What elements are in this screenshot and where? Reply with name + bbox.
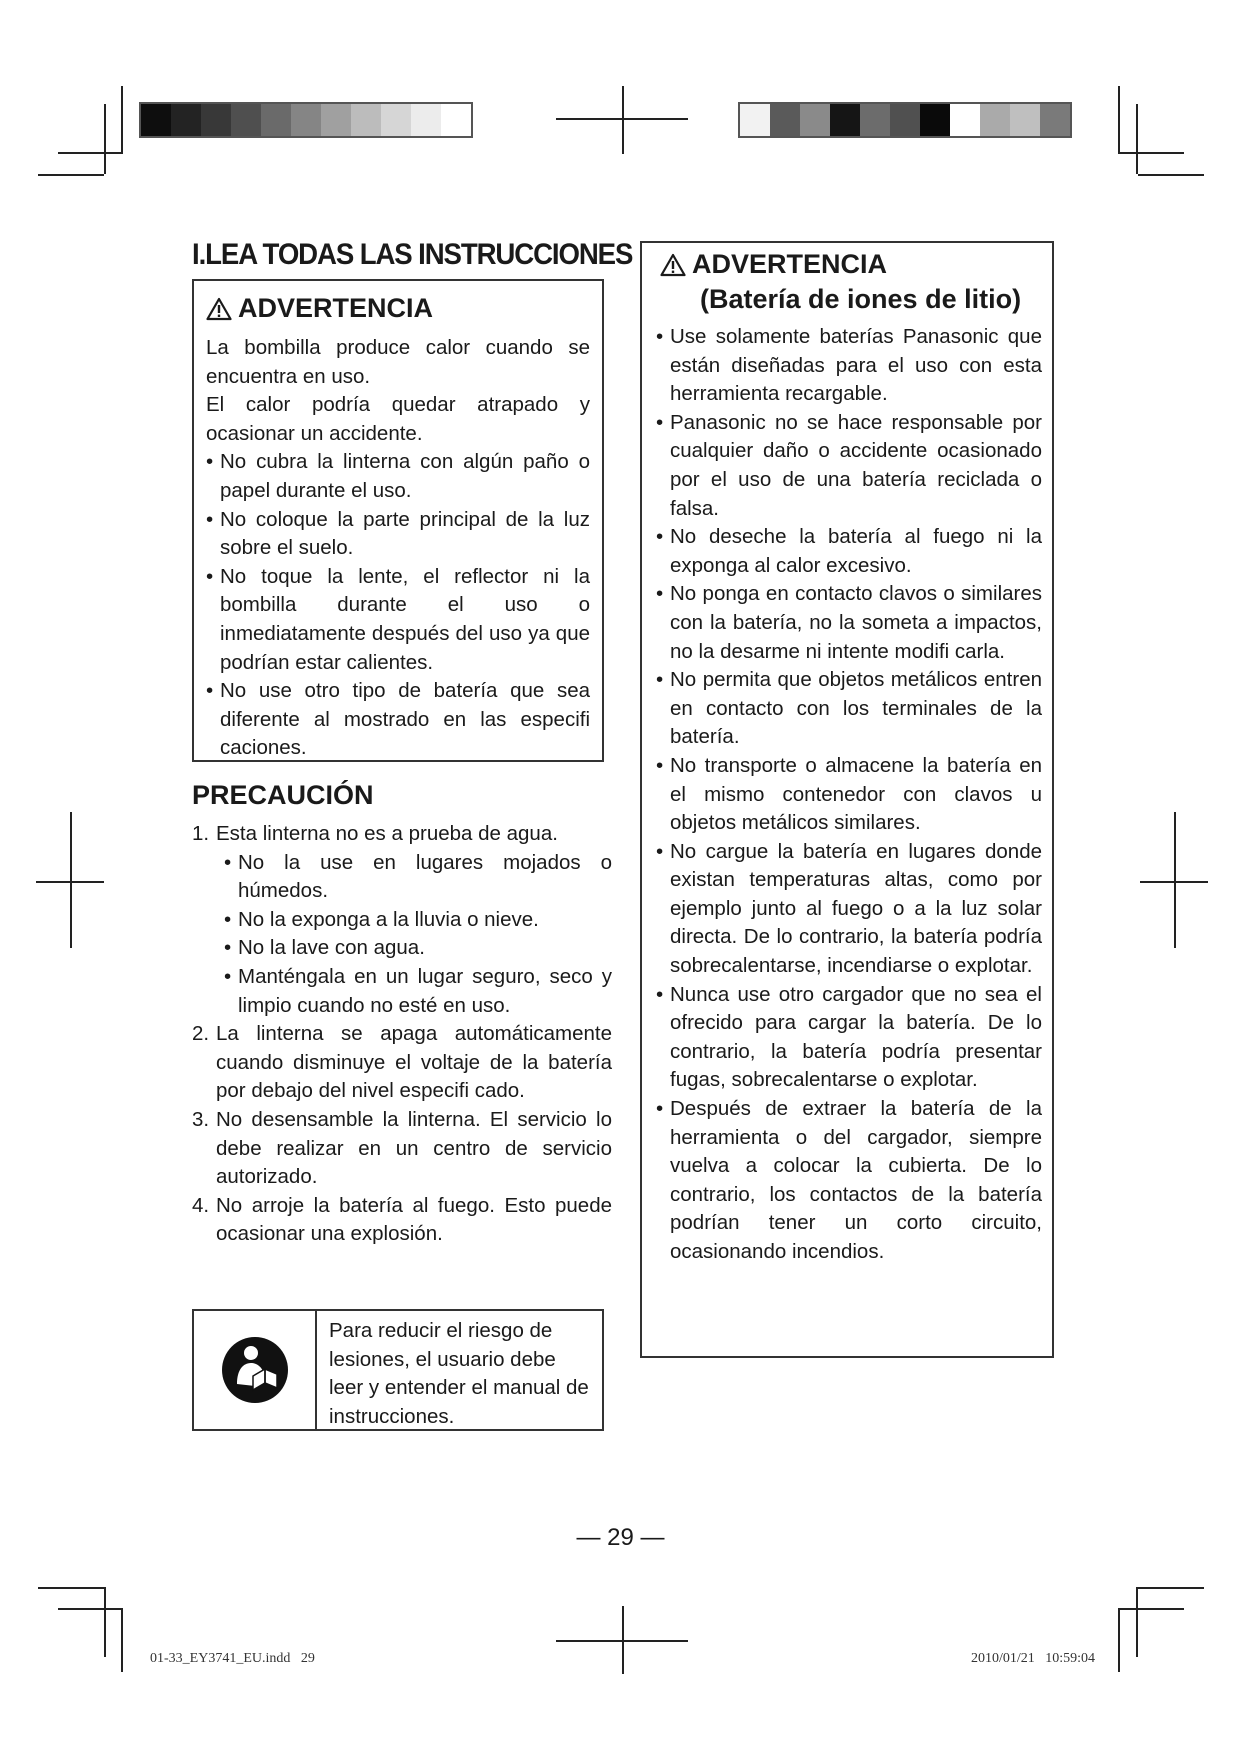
- color-swatch: [171, 104, 201, 136]
- color-swatch: [381, 104, 411, 136]
- warning-triangle-icon: [206, 297, 232, 321]
- battery-warning-box: [640, 241, 1054, 1358]
- caution-heading: PRECAUCIÓN: [192, 780, 374, 810]
- list-item: • No coloque la parte principal de la luz sobre el suelo.: [206, 506, 590, 563]
- list-item: 2. La linterna se apaga automáticamente cuando disminuye el voltaje de la batería por debajo del nivel especifi cado.: [192, 1022, 612, 1103]
- list-item: • No permita que objetos metálicos entren en contacto con los terminales de la batería.: [656, 666, 1042, 752]
- list-item: • No la exponga a la lluvia o nieve.: [224, 906, 612, 935]
- warning-paragraph: El calor podría quedar atrapado y ocasionar un accidente.: [206, 393, 590, 445]
- battery-warning-subheading: (Batería de iones de litio): [700, 284, 1022, 314]
- color-swatch: [770, 104, 800, 136]
- list-item: • Panasonic no se hace responsable por cualquier daño o accidente ocasionado por el uso de una batería reciclada o falsa.: [656, 409, 1042, 523]
- color-swatch: [321, 104, 351, 136]
- list-item: • Después de extraer la batería de la herramienta o del cargador, siempre vuelva a colocar la cubierta. De lo contrario, los contactos de la batería podrían tener un corto circuito, ocasionando incendios.: [656, 1095, 1042, 1267]
- list-item: • No la use en lugares mojados o húmedos.: [224, 849, 612, 906]
- list-item: • No ponga en contacto clavos o similares con la batería, no la someta a impactos, no la desarme ni intente modifi carla.: [656, 580, 1042, 666]
- color-swatch: [441, 104, 471, 136]
- list-item: • Nunca use otro cargador que no sea el ofrecido para cargar la batería. De lo contrario, la batería podría presentar fugas, sobrecalentarse o explotar.: [656, 981, 1042, 1095]
- page-number: — 29 —: [576, 1524, 665, 1551]
- color-swatch: [1040, 104, 1070, 136]
- read-manual-icon: [221, 1336, 289, 1404]
- color-swatch: [860, 104, 890, 136]
- color-swatch: [890, 104, 920, 136]
- list-item: • Use solamente baterías Panasonic que están diseñadas para el uso con esta herramienta recargable.: [656, 323, 1042, 409]
- manual-notice-box: [192, 1309, 604, 1431]
- color-calibration-bar-right: [738, 102, 1072, 138]
- color-swatch: [351, 104, 381, 136]
- warning-heading: ADVERTENCIA: [206, 293, 590, 324]
- color-swatch: [411, 104, 441, 136]
- color-calibration-bar-left: [139, 102, 473, 138]
- list-item: • No la lave con agua.: [224, 934, 612, 963]
- list-item: • No use otro tipo de batería que sea diferente al mostrado en las especifi caciones.: [206, 677, 590, 763]
- list-item: • No cargue la batería en lugares donde existan temperaturas altas, como por ejemplo junto al fuego o a la luz solar directa. De lo contrario, la batería podría sobrecalentarse, incendiarse o explotar.: [656, 838, 1042, 981]
- list-item: 3. No desensamble la linterna. El servicio lo debe realizar en un centro de servicio autorizado.: [192, 1107, 612, 1189]
- list-item: • No toque la lente, el reflector ni la bombilla durante el uso o inmediatamente después del uso ya que podrían estar calientes.: [206, 563, 590, 677]
- manual-icon-cell: [194, 1311, 317, 1429]
- color-swatch: [920, 104, 950, 136]
- list-item: • No cubra la linterna con algún paño o papel durante el uso.: [206, 448, 590, 505]
- color-swatch: [291, 104, 321, 136]
- caution-list: [192, 820, 612, 1249]
- color-swatch: [950, 104, 980, 136]
- battery-warning-heading: ADVERTENCIA: [660, 249, 1042, 280]
- manual-notice-text: Para reducir el riesgo de lesiones, el usuario debe leer y entender el manual de instrucciones.: [329, 1319, 589, 1428]
- warning-triangle-icon: [660, 253, 686, 277]
- list-item: 1. Esta linterna no es a prueba de agua. • No la use en lugares mojados o húmedos. • No la exponga a la lluvia o nieve. • No la lave con agua. • Manténgala en un lugar seguro, seco y limpio cuando no esté en uso.: [192, 820, 612, 1020]
- color-swatch: [1010, 104, 1040, 136]
- list-item: 4. No arroje la batería al fuego. Esto puede ocasionar una explosión.: [192, 1193, 612, 1246]
- list-item: • No transporte o almacene la batería en el mismo contenedor con clavos u objetos metálicos similares.: [656, 752, 1042, 838]
- warning-paragraph: La bombilla produce calor cuando se encuentra en uso.: [206, 336, 590, 388]
- warning-box: [192, 279, 604, 762]
- color-swatch: [830, 104, 860, 136]
- list-item: • No deseche la batería al fuego ni la exponga al calor excesivo.: [656, 523, 1042, 580]
- warning-bullets: [206, 448, 590, 763]
- footer-timestamp: 2010/01/21 10:59:04: [971, 1651, 1096, 1666]
- footer-file-name: 01-33_EY3741_EU.indd 29: [150, 1651, 315, 1666]
- color-swatch: [980, 104, 1010, 136]
- color-swatch: [201, 104, 231, 136]
- color-swatch: [800, 104, 830, 136]
- color-swatch: [261, 104, 291, 136]
- main-title: I.LEA TODAS LAS INSTRUCCIONES: [192, 238, 633, 271]
- color-swatch: [231, 104, 261, 136]
- color-swatch: [141, 104, 171, 136]
- list-item: • Manténgala en un lugar seguro, seco y limpio cuando no esté en uso.: [224, 963, 612, 1020]
- color-swatch: [740, 104, 770, 136]
- battery-bullets: [656, 323, 1042, 1267]
